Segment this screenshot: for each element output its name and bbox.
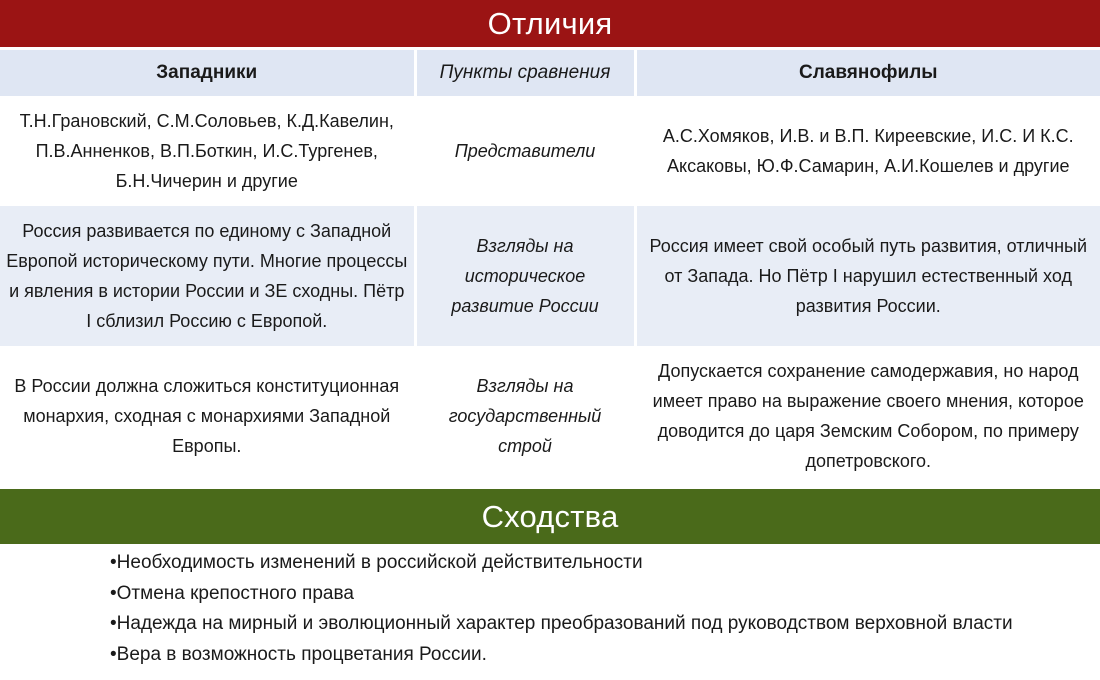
similarities-title: Сходства [481,498,619,534]
westernizers-cell: В России должна сложиться конституционная монархия, сходная с монархиями Западной Европы. [0,346,415,486]
table-row [0,96,1100,206]
slavophiles-cell: Россия имеет свой особый путь развития, отличный от Запада. Но Пётр I нарушил естественный ход развития России. [635,206,1100,346]
westernizers-cell: Россия развивается по единому с Западной Европой историческому пути. Многие процессы и явления в истории России и ЗЕ сходны. Пётр I сблизил Россию с Европой. [0,206,415,346]
header-slavophiles: Славянофилы [635,50,1100,96]
differences-title: Отличия [487,5,613,41]
slavophiles-cell: Допускается сохранение самодержавия, но народ имеет право на выражение своего мнения, которое доводится до царя Земским Собором, по примеру допетровского. [635,346,1100,486]
criterion-cell: Взгляды на историческое развитие России [415,206,635,346]
header-criteria: Пункты сравнения [415,50,635,96]
westernizers-cell: Т.Н.Грановский, С.М.Соловьев, К.Д.Кавелин, П.В.Анненков, В.П.Боткин, И.С.Тургенев, Б.Н.Чичерин и другие [0,96,415,206]
criterion-cell: Взгляды на государственный строй [415,346,635,486]
slavophiles-cell: А.С.Хомяков, И.В. и В.П. Киреевские, И.С. И К.С. Аксаковы, Ю.Ф.Самарин, А.И.Кошелев и другие [635,96,1100,206]
criterion-cell: Представители [415,96,635,206]
list-item: • Вера в возможность процветания России. [110,640,1013,671]
table-row [0,346,1100,486]
similarities-banner [0,489,1100,544]
table-row [0,206,1100,346]
list-item: • Необходимость изменений в российской действительности [110,548,1013,579]
header-westernizers: Западники [0,50,415,96]
table-header-row [0,50,1100,96]
list-item: • Надежда на мирный и эволюционный характер преобразований под руководством верховной власти [110,609,1013,640]
comparison-table [0,50,1100,486]
list-item: • Отмена крепостного права [110,579,1013,610]
differences-banner [0,0,1100,47]
similarities-list [110,548,1013,670]
